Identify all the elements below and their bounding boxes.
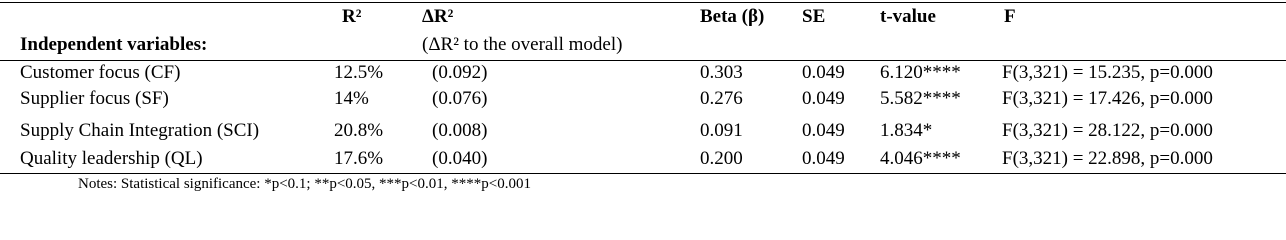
table-row-beta: 0.200 — [700, 148, 743, 169]
table-row-se: 0.049 — [802, 120, 845, 141]
header-r2: R² — [342, 6, 362, 27]
table-row-se: 0.049 — [802, 148, 845, 169]
table-row-variable: Quality leadership (QL) — [20, 148, 203, 169]
table-row-variable: Supplier focus (SF) — [20, 88, 169, 109]
table-row-beta: 0.276 — [700, 88, 743, 109]
header-delta-r2: ΔR² — [422, 6, 454, 27]
table-row-delta-r2: (0.008) — [432, 120, 488, 141]
header-beta: Beta (β) — [700, 6, 765, 27]
table-row-beta: 0.091 — [700, 120, 743, 141]
table-row-r2: 14% — [334, 88, 369, 109]
header-delta-r2-subtitle: (ΔR² to the overall model) — [422, 34, 623, 55]
table-row-r2: 17.6% — [334, 148, 384, 169]
table-row-t-value: 5.582**** — [880, 88, 961, 109]
header-f: F — [1004, 6, 1016, 27]
table-row-r2: 12.5% — [334, 62, 384, 83]
header-independent-variables: Independent variables: — [20, 34, 208, 55]
table-row-r2: 20.8% — [334, 120, 384, 141]
table-row-f: F(3,321) = 15.235, p=0.000 — [1002, 62, 1213, 83]
table-row-t-value: 1.834* — [880, 120, 933, 141]
table-row-se: 0.049 — [802, 62, 845, 83]
header-se: SE — [802, 6, 826, 27]
table-row-f: F(3,321) = 22.898, p=0.000 — [1002, 148, 1213, 169]
table-row-delta-r2: (0.092) — [432, 62, 488, 83]
table-bottom-rule — [0, 173, 1286, 174]
table-row-variable: Customer focus (CF) — [20, 62, 181, 83]
table-row-t-value: 4.046**** — [880, 148, 961, 169]
table-row-beta: 0.303 — [700, 62, 743, 83]
table-row-delta-r2: (0.076) — [432, 88, 488, 109]
table-row-se: 0.049 — [802, 88, 845, 109]
header-rule — [0, 60, 1286, 61]
table-row-t-value: 6.120**** — [880, 62, 961, 83]
table-row-delta-r2: (0.040) — [432, 148, 488, 169]
table-top-rule — [0, 2, 1286, 3]
table-row-f: F(3,321) = 17.426, p=0.000 — [1002, 88, 1213, 109]
table-row-f: F(3,321) = 28.122, p=0.000 — [1002, 120, 1213, 141]
header-t-value: t-value — [880, 6, 936, 27]
table-row-variable: Supply Chain Integration (SCI) — [20, 120, 260, 141]
table-notes: Notes: Statistical significance: *p<0.1; **p<0.05, ***p<0.01, ****p<0.001 — [78, 176, 531, 192]
